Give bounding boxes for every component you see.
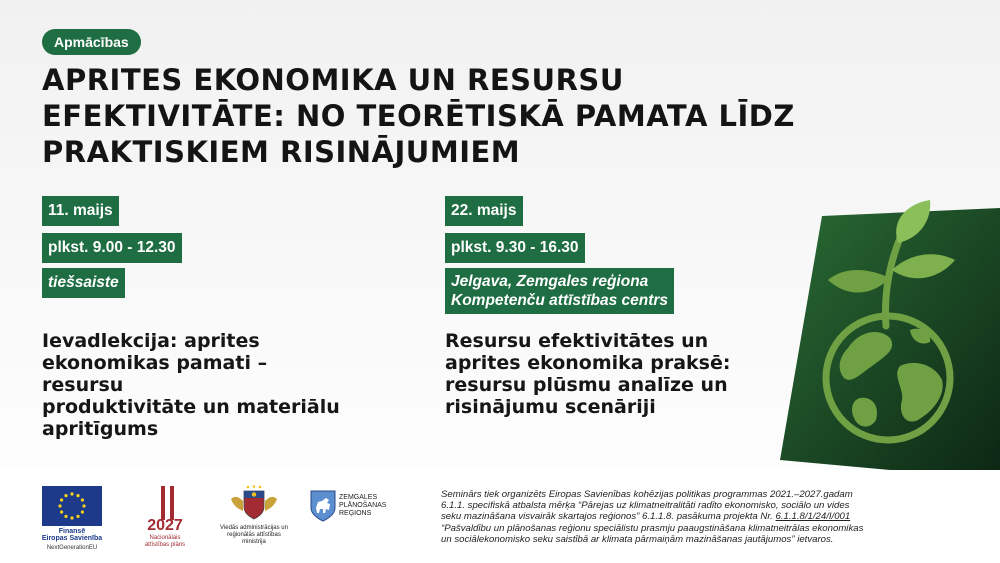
caption-line: PLĀNOŠANAS xyxy=(339,502,387,509)
category-badge: Apmācības xyxy=(42,29,141,55)
topic-line: resursu plūsmu analīze un xyxy=(445,374,728,396)
event1-date-badge: 11. maijs xyxy=(42,196,119,226)
topic-line: aprites ekonomika praksē: xyxy=(445,352,731,374)
caption-line: Eiropas Savienība xyxy=(41,535,103,542)
eu-logo-caption xyxy=(37,535,107,542)
globe-with-sprout-icon xyxy=(760,198,1000,488)
ministry-caption xyxy=(213,525,295,546)
event2-time-badge: plkst. 9.30 - 16.30 xyxy=(445,233,585,263)
caption-line: ZEMGALES xyxy=(339,494,378,501)
event1-time-badge: plkst. 9.00 - 12.30 xyxy=(42,233,182,263)
zemgale-coat-of-arms-icon xyxy=(310,490,336,522)
funding-text: seku mazināšana visvairāk skartajos reģionos” 6.1.1.8. pasākuma projekta Nr. xyxy=(441,511,773,523)
event1-topic xyxy=(42,330,402,440)
topic-line: resursu xyxy=(42,374,124,396)
title-line: APRITES EKONOMIKA UN RESURSU xyxy=(42,63,624,97)
caption-line: Finansē xyxy=(58,528,86,535)
topic-line: Ievadlekcija: aprites xyxy=(42,330,260,352)
title-line: EFEKTIVITĀTE: NO TEORĒTISKĀ PAMATA LĪDZ xyxy=(42,99,795,133)
caption-line: reģionālās attīstības xyxy=(227,532,281,538)
location-line: Jelgava, Zemgales reģiona xyxy=(451,273,649,290)
topic-line: risinājumu scenāriji xyxy=(445,396,656,418)
eu-flag-icon xyxy=(42,486,102,526)
event2-location-badge xyxy=(445,268,674,314)
topic-line: apritīgums xyxy=(42,418,159,440)
national-plan-mark-icon xyxy=(159,486,177,520)
caption-line: REĢIONS xyxy=(339,510,372,517)
funding-line xyxy=(441,511,981,522)
caption-line: attīstības plāns xyxy=(144,542,186,548)
zemgale-caption xyxy=(339,494,401,518)
event2-date-badge: 22. maijs xyxy=(445,196,523,226)
event1-location-badge: tiešsaiste xyxy=(42,268,125,298)
event2-topic xyxy=(445,330,765,418)
location-line: Kompetenču attīstības centrs xyxy=(451,292,669,309)
funding-line: Seminārs tiek organizēts Eiropas Savienības kohēzijas politikas programmas 2021.–2027.gadam xyxy=(441,489,853,500)
funding-line: 6.1.1. specifiskā atbalsta mērķa “Pārejas uz klimatneitralitāti radīto ekonomisko, sociālo un vides xyxy=(441,500,850,512)
eu-logo-caption xyxy=(37,528,107,535)
funding-line: un sociālekonomisko seku saistībā ar klimata pārmaiņām mazināšanas jautājumos” ietvaros. xyxy=(441,533,834,545)
caption-line: Nacionālais xyxy=(149,535,181,541)
project-number-link[interactable]: 6.1.1.8/1/24/I/001 xyxy=(775,511,851,523)
page-title xyxy=(42,62,942,170)
funding-note xyxy=(441,489,981,545)
funding-line: “Pašvaldību un plānošanas reģionu speciālistu prasmju paaugstināšana klimatneitrālas ekonomikas xyxy=(441,522,864,534)
title-line: PRAKTISKIEM RISINĀJUMIEM xyxy=(42,135,521,169)
national-plan-caption xyxy=(134,535,196,549)
topic-line: Resursu efektivitātes un xyxy=(445,330,709,352)
caption-line: Viedās administrācijas un xyxy=(220,525,288,531)
national-plan-year: 2027 xyxy=(147,517,183,534)
caption-line: ministrija xyxy=(242,539,266,545)
eu-logo-subcaption: NextGenerationEU xyxy=(46,545,98,551)
topic-line: ekonomikas pamati – xyxy=(42,352,268,374)
latvia-coat-of-arms-icon xyxy=(229,485,279,523)
topic-line: produktivitāte un materiālu xyxy=(42,396,340,418)
